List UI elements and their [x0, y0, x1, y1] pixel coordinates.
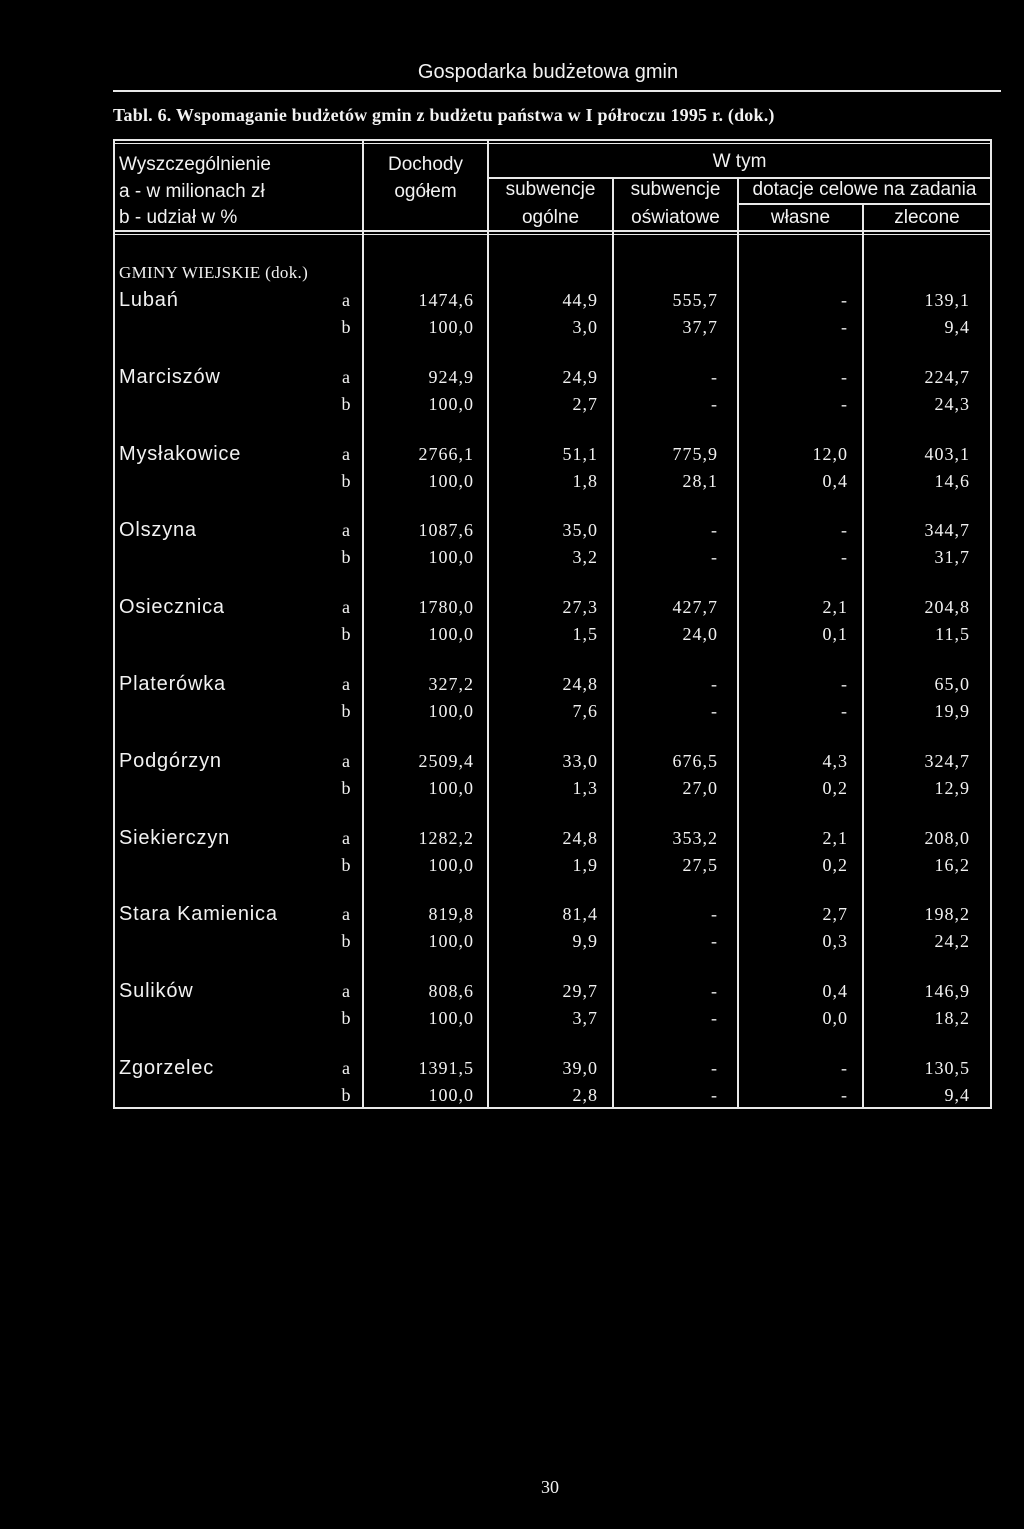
cell-dochody-ogolem-b: 100,0 — [428, 1085, 474, 1105]
gmina-name: Podgórzyn — [119, 750, 222, 772]
cell-subwencje-ogolne-b: 1,3 — [572, 778, 598, 798]
cell-dochody-ogolem-b: 100,0 — [428, 317, 474, 337]
header-zlecone: zlecone — [894, 207, 960, 228]
table-top-border — [113, 139, 992, 141]
cell-dotacje-wlasne-b: 0,3 — [822, 931, 848, 951]
gmina-name: Stara Kamienica — [119, 903, 278, 925]
cell-dochody-ogolem-a: 924,9 — [428, 367, 474, 387]
header-w-tym: W tym — [712, 151, 767, 172]
cell-dotacje-wlasne-a: 2,1 — [822, 828, 848, 848]
cell-dotacje-zlecone-b: 11,5 — [935, 624, 970, 644]
row-label-b: b — [341, 624, 351, 644]
cell-subwencje-oswiatowe-a: - — [711, 520, 718, 540]
cell-dotacje-zlecone-a: 198,2 — [924, 904, 970, 924]
row-label-b: b — [341, 701, 351, 721]
cell-dotacje-wlasne-b: 0,1 — [822, 624, 848, 644]
cell-subwencje-ogolne-a: 51,1 — [562, 444, 598, 464]
dotacje-header-rule — [737, 203, 992, 205]
cell-dotacje-zlecone-a: 224,7 — [924, 367, 970, 387]
cell-dotacje-zlecone-b: 16,2 — [934, 855, 970, 875]
gmina-name: Osiecznica — [119, 596, 225, 618]
cell-dotacje-zlecone-a: 146,9 — [924, 981, 970, 1001]
cell-dotacje-zlecone-a: 403,1 — [924, 444, 970, 464]
row-label-b: b — [341, 394, 351, 414]
cell-dotacje-zlecone-a: 324,7 — [924, 751, 970, 771]
header-subwencje-2: subwencje — [630, 179, 721, 200]
cell-subwencje-ogolne-b: 3,7 — [572, 1008, 598, 1028]
header-ogolem: ogółem — [394, 181, 457, 202]
cell-dotacje-zlecone-a: 208,0 — [924, 828, 970, 848]
cell-dochody-ogolem-b: 100,0 — [428, 855, 474, 875]
gmina-name: Sulików — [119, 980, 194, 1002]
cell-dotacje-wlasne-a: 2,1 — [822, 597, 848, 617]
cell-subwencje-ogolne-a: 39,0 — [562, 1058, 598, 1078]
cell-dochody-ogolem-a: 819,8 — [428, 904, 474, 924]
row-label-b: b — [341, 1008, 351, 1028]
cell-subwencje-oswiatowe-b: - — [711, 394, 718, 414]
cell-dotacje-zlecone-a: 344,7 — [924, 520, 970, 540]
cell-dotacje-wlasne-a: 2,7 — [822, 904, 848, 924]
cell-dotacje-wlasne-b: - — [841, 1085, 848, 1105]
cell-dotacje-wlasne-b: - — [841, 317, 848, 337]
row-label-b: b — [341, 855, 351, 875]
cell-subwencje-oswiatowe-b: 27,5 — [682, 855, 718, 875]
cell-dochody-ogolem-b: 100,0 — [428, 701, 474, 721]
cell-subwencje-oswiatowe-a: 555,7 — [672, 290, 718, 310]
cell-subwencje-ogolne-a: 24,9 — [562, 367, 598, 387]
cell-dochody-ogolem-b: 100,0 — [428, 931, 474, 951]
cell-dochody-ogolem-a: 1474,6 — [418, 290, 474, 310]
gmina-name: Platerówka — [119, 673, 226, 695]
cell-subwencje-ogolne-a: 27,3 — [562, 597, 598, 617]
cell-subwencje-ogolne-a: 24,8 — [562, 828, 598, 848]
cell-dotacje-zlecone-a: 130,5 — [924, 1058, 970, 1078]
cell-subwencje-ogolne-b: 3,2 — [572, 547, 598, 567]
cell-subwencje-oswiatowe-a: - — [711, 367, 718, 387]
row-label-b: b — [341, 317, 351, 337]
gmina-name: Marciszów — [119, 366, 221, 388]
cell-dotacje-zlecone-b: 24,3 — [934, 394, 970, 414]
header-bottom-rule — [113, 230, 992, 232]
cell-dotacje-wlasne-a: - — [841, 674, 848, 694]
gmina-name: Lubań — [119, 289, 179, 311]
cell-subwencje-oswiatowe-a: 775,9 — [672, 444, 718, 464]
cell-subwencje-oswiatowe-b: - — [711, 1008, 718, 1028]
cell-subwencje-ogolne-a: 24,8 — [562, 674, 598, 694]
header-dotacje: dotacje celowe na zadania — [752, 179, 977, 200]
cell-subwencje-oswiatowe-b: 24,0 — [682, 624, 718, 644]
row-label-b: b — [341, 778, 351, 798]
cell-dotacje-wlasne-b: 0,4 — [822, 471, 848, 491]
row-label-a: a — [342, 904, 350, 924]
row-label-a: a — [342, 751, 350, 771]
cell-subwencje-ogolne-b: 9,9 — [572, 931, 598, 951]
row-label-b: b — [341, 1085, 351, 1105]
table-left-border — [113, 139, 115, 1109]
cell-dotacje-wlasne-a: 4,3 — [822, 751, 848, 771]
row-label-a: a — [342, 981, 350, 1001]
cell-subwencje-ogolne-a: 33,0 — [562, 751, 598, 771]
section-label: GMINY WIEJSKIE (dok.) — [119, 263, 309, 282]
header-unit-b: b - udział w % — [119, 207, 238, 228]
row-label-b: b — [341, 547, 351, 567]
cell-dotacje-wlasne-b: 0,2 — [822, 855, 848, 875]
gmina-name: Siekierczyn — [119, 827, 231, 849]
gmina-name: Zgorzelec — [119, 1057, 215, 1079]
cell-dochody-ogolem-a: 2766,1 — [418, 444, 474, 464]
cell-dotacje-zlecone-a: 204,8 — [924, 597, 970, 617]
cell-subwencje-oswiatowe-a: - — [711, 674, 718, 694]
cell-subwencje-oswiatowe-b: - — [711, 547, 718, 567]
cell-subwencje-oswiatowe-a: 676,5 — [672, 751, 718, 771]
cell-dochody-ogolem-b: 100,0 — [428, 778, 474, 798]
cell-dochody-ogolem-b: 100,0 — [428, 1008, 474, 1028]
table-right-border — [990, 139, 992, 1109]
row-label-a: a — [342, 520, 350, 540]
cell-subwencje-oswiatowe-a: - — [711, 904, 718, 924]
cell-dochody-ogolem-b: 100,0 — [428, 394, 474, 414]
cell-dotacje-wlasne-b: 0,2 — [822, 778, 848, 798]
running-head: Gospodarka budżetowa gmin — [417, 61, 679, 83]
cell-dotacje-wlasne-b: - — [841, 394, 848, 414]
cell-subwencje-ogolne-b: 1,5 — [572, 624, 598, 644]
cell-subwencje-oswiatowe-b: 37,7 — [682, 317, 718, 337]
cell-subwencje-oswiatowe-a: 353,2 — [672, 828, 718, 848]
cell-dotacje-wlasne-a: - — [841, 367, 848, 387]
cell-subwencje-ogolne-b: 1,8 — [572, 471, 598, 491]
cell-subwencje-oswiatowe-b: - — [711, 1085, 718, 1105]
row-label-a: a — [342, 290, 350, 310]
cell-dotacje-zlecone-b: 19,9 — [934, 701, 970, 721]
cell-dotacje-wlasne-a: - — [841, 1058, 848, 1078]
header-oswiatowe: oświatowe — [631, 207, 720, 228]
row-label-a: a — [342, 444, 350, 464]
header-dochody: Dochody — [388, 154, 463, 175]
cell-dotacje-zlecone-b: 12,9 — [934, 778, 970, 798]
cell-dochody-ogolem-a: 1391,5 — [418, 1058, 474, 1078]
header-wlasne: własne — [770, 207, 831, 228]
header-bottom-rule-inner — [113, 234, 992, 235]
cell-subwencje-oswiatowe-a: - — [711, 981, 718, 1001]
cell-subwencje-ogolne-a: 29,7 — [562, 981, 598, 1001]
cell-subwencje-oswiatowe-b: - — [711, 701, 718, 721]
row-label-a: a — [342, 828, 350, 848]
cell-dochody-ogolem-a: 1282,2 — [418, 828, 474, 848]
row-label-a: a — [342, 1058, 350, 1078]
table-top-border-inner — [113, 143, 992, 144]
cell-dotacje-zlecone-b: 9,4 — [944, 317, 970, 337]
cell-subwencje-oswiatowe-b: 28,1 — [682, 471, 718, 491]
cell-dochody-ogolem-a: 1780,0 — [418, 597, 474, 617]
cell-dochody-ogolem-b: 100,0 — [428, 624, 474, 644]
cell-dochody-ogolem-a: 2509,4 — [418, 751, 474, 771]
row-label-b: b — [341, 471, 351, 491]
row-label-a: a — [342, 597, 350, 617]
table-title: Tabl. 6. Wspomaganie budżetów gmin z budżetu państwa w I półroczu 1995 r. (dok.) — [113, 105, 775, 125]
cell-subwencje-oswiatowe-b: - — [711, 931, 718, 951]
cell-dotacje-wlasne-a: 12,0 — [812, 444, 848, 464]
cell-dotacje-zlecone-a: 65,0 — [934, 674, 970, 694]
cell-dochody-ogolem-b: 100,0 — [428, 547, 474, 567]
cell-dotacje-wlasne-b: - — [841, 547, 848, 567]
header-unit-a: a - w milionach zł — [119, 181, 265, 202]
gmina-name: Mysłakowice — [119, 443, 242, 465]
cell-subwencje-ogolne-b: 1,9 — [572, 855, 598, 875]
cell-dochody-ogolem-a: 1087,6 — [418, 520, 474, 540]
gmina-name: Olszyna — [119, 519, 197, 541]
cell-dochody-ogolem-b: 100,0 — [428, 471, 474, 491]
cell-subwencje-oswiatowe-a: - — [711, 1058, 718, 1078]
cell-dotacje-wlasne-a: - — [841, 520, 848, 540]
header-wyszczegolnienie: Wyszczególnienie — [119, 154, 271, 175]
cell-dotacje-wlasne-b: - — [841, 701, 848, 721]
cell-dotacje-zlecone-b: 9,4 — [944, 1085, 970, 1105]
cell-dotacje-wlasne-b: 0,0 — [822, 1008, 848, 1028]
cell-subwencje-ogolne-b: 2,8 — [572, 1085, 598, 1105]
cell-subwencje-ogolne-b: 7,6 — [572, 701, 598, 721]
header-subwencje-1: subwencje — [505, 179, 596, 200]
cell-subwencje-ogolne-a: 35,0 — [562, 520, 598, 540]
cell-dotacje-zlecone-b: 24,2 — [934, 931, 970, 951]
row-label-a: a — [342, 674, 350, 694]
cell-subwencje-ogolne-b: 3,0 — [572, 317, 598, 337]
cell-subwencje-ogolne-a: 81,4 — [562, 904, 598, 924]
cell-dotacje-zlecone-a: 139,1 — [924, 290, 970, 310]
cell-dotacje-wlasne-a: - — [841, 290, 848, 310]
cell-dotacje-wlasne-a: 0,4 — [822, 981, 848, 1001]
row-label-b: b — [341, 931, 351, 951]
cell-dochody-ogolem-a: 327,2 — [428, 674, 474, 694]
cell-subwencje-oswiatowe-b: 27,0 — [682, 778, 718, 798]
cell-subwencje-oswiatowe-a: 427,7 — [672, 597, 718, 617]
page-number: 30 — [541, 1477, 559, 1497]
cell-subwencje-ogolne-a: 44,9 — [562, 290, 598, 310]
cell-dochody-ogolem-a: 808,6 — [428, 981, 474, 1001]
running-head-rule — [113, 90, 1001, 92]
cell-subwencje-ogolne-b: 2,7 — [572, 394, 598, 414]
table-bottom-border — [113, 1107, 992, 1109]
header-ogolne: ogólne — [521, 207, 580, 228]
cell-dotacje-zlecone-b: 18,2 — [934, 1008, 970, 1028]
row-label-a: a — [342, 367, 350, 387]
cell-dotacje-zlecone-b: 14,6 — [934, 471, 970, 491]
cell-dotacje-zlecone-b: 31,7 — [934, 547, 970, 567]
